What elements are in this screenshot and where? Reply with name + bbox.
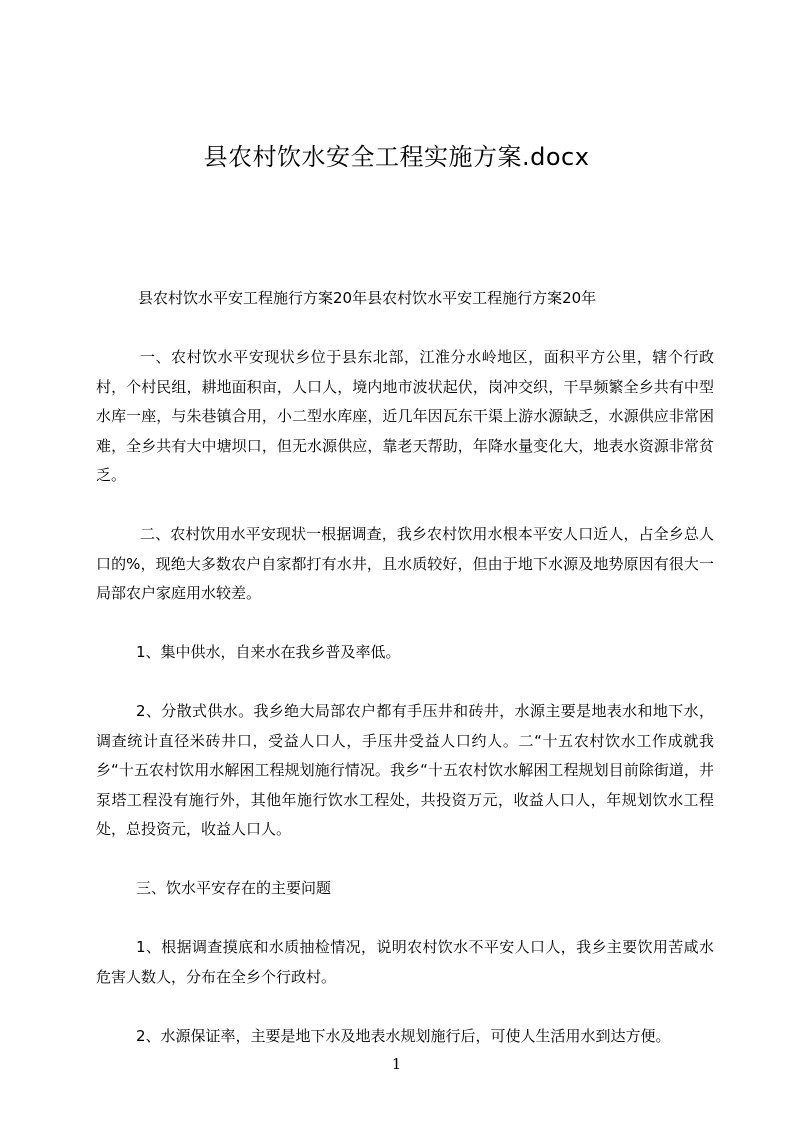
section-heading-main-problems: 三、饮水平安存在的主要问题 bbox=[136, 879, 332, 897]
paragraph-drinking-water-status: 二、农村饮用水平安现状一根据调查，我乡农村饮用水根本平安人口近人，占全乡总人口的%，现绝大多数农户自家都打有水井，且水质较好，但由于地下水源及地势原因有很大一局部农户家庭用水较差。 bbox=[96, 525, 714, 602]
paragraph-survey-results: 1、根据调查摸底和水质抽检情况，说明农村饮水不平安人口人，我乡主要饮用苦咸水危害人数人，分布在全乡个行政村。 bbox=[96, 938, 714, 986]
page-number: 1 bbox=[391, 1055, 402, 1073]
paragraph-dispersed-supply: 2、分散式供水。我乡绝大局部农户都有手压井和砖井，水源主要是地表水和地下水，调查统计直径米砖井口，受益人口人，手压井受益人口约人。二“十五农村饮水工作成就我乡“十五农村饮用水解困工程规划施行情况。我乡“十五农村饮水解困工程规划目前除街道，井泵塔工程没有施行外，其他年施行饮水工程处，共投资万元，收益人口人，年规划饮水工程处，总投资元，收益人口人。 bbox=[96, 702, 714, 838]
paragraph-centralized-supply: 1、集中供水，自来水在我乡普及率低。 bbox=[136, 643, 401, 661]
document-subtitle: 县农村饮水平安工程施行方案20年县农村饮水平安工程施行方案20年 bbox=[138, 289, 597, 307]
paragraph-water-guarantee: 2、水源保证率，主要是地下水及地表水规划施行后，可使人生活用水到达方便。 bbox=[136, 1026, 671, 1045]
paragraph-current-status: 一、农村饮水平安现状乡位于县东北部，江淮分水岭地区，面积平方公里，辖个行政村，个村民组，耕地面积亩，人口人，境内地市波状起伏，岗冲交织，干旱频繁全乡共有中型水库一座，与朱巷镇合用，小二型水库座，近几年因瓦东干渠上游水源缺乏，水源供应非常困难，全乡共有大中塘坝口，但无水源供应，靠老天帮助，年降水量变化大，地表水资源非常贫乏。 bbox=[96, 348, 714, 484]
document-title: 县农村饮水安全工程实施方案.docx bbox=[203, 143, 590, 171]
document-body bbox=[96, 284, 714, 1081]
